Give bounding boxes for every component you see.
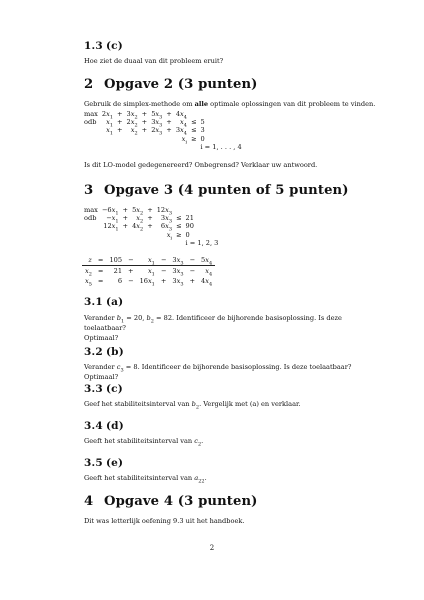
section-3-5-text: Geeft het stabiliteitsinterval van $a_{22}$.: [84, 474, 207, 485]
section-3-5-heading: 3.5 (e): [84, 457, 124, 469]
section-3-3-text: Geef het stabiliteitsinterval van $b_2$. Vergelijk met (a) en verklaar.: [84, 400, 301, 411]
section-3-4-text: Geeft het stabiliteitsinterval van $c_2$.: [84, 437, 204, 448]
section-1-3-text: Hoe ziet de duaal van dit probleem eruit?: [84, 57, 224, 65]
lp-model-opgave-3: max $-6x_1$ + $5x_2$ + $12x_3$ odb $-x_1$ + $x_2$ + $3x_3$ ≤ 21 $12x_1$ + $4x_2$ + $6x_3$ ≤ 90 $x_i$ ≥ 0 i = 1, 2, 3: [84, 206, 219, 247]
section-2-question: Is dit LO-model gedegenereerd? Onbegrensd? Verklaar uw antwoord.: [84, 161, 318, 169]
section-3-3-heading: 3.3 (c): [84, 383, 123, 395]
section-2-heading: 2 Opgave 2 (3 punten): [84, 77, 258, 92]
section-2-intro: Gebruik de simplex-methode om alle optimale oplossingen van dit probleem te vinden.: [84, 100, 376, 108]
section-3-1-text: Verander $b_1 = 20$, $b_2 = 82$. Identificeer de bijhorende basisoplossing. Is deze toelaatbaar? Optimaal?: [84, 314, 342, 342]
section-3-2-heading: 3.2 (b): [84, 346, 124, 358]
lp-model-opgave-2: max $2x_1$ + $3x_2$ + $5x_3$ + $4x_4$ odb $x_1$ + $2x_2$ + $3x_3$ + $x_4$ ≤ 5 $x_1$ + $x_2$ + $2x_3$ + $3x_4$ ≤ 3 $x_i$ ≥ 0 i = 1, . . . , 4: [84, 110, 242, 151]
section-3-2-text: Verander $c_3 = 8$. Identificeer de bijhorende basisoplossing. Is deze toelaatbaar? Optimaal?: [84, 363, 352, 381]
section-4-heading: 4 Opgave 4 (3 punten): [84, 494, 258, 509]
section-4-text: Dit was letterlijk oefening 9.3 uit het handboek.: [84, 517, 245, 525]
page-number: 2: [209, 544, 215, 552]
simplex-tableau: z = 105 − $x_1$ − $3x_3$ − $5x_4$ $x_2$ = 21 + $x_1$ − $3x_3$ − $x_4$ $x_5$ = 6 − $16x_1$ + $3x_3$ + $4x_4$: [82, 255, 215, 286]
section-3-4-heading: 3.4 (d): [84, 420, 124, 432]
section-3-heading: 3 Opgave 3 (4 punten of 5 punten): [84, 183, 349, 198]
section-1-3-heading: 1.3 (c): [84, 40, 123, 52]
section-3-1-heading: 3.1 (a): [84, 296, 124, 308]
